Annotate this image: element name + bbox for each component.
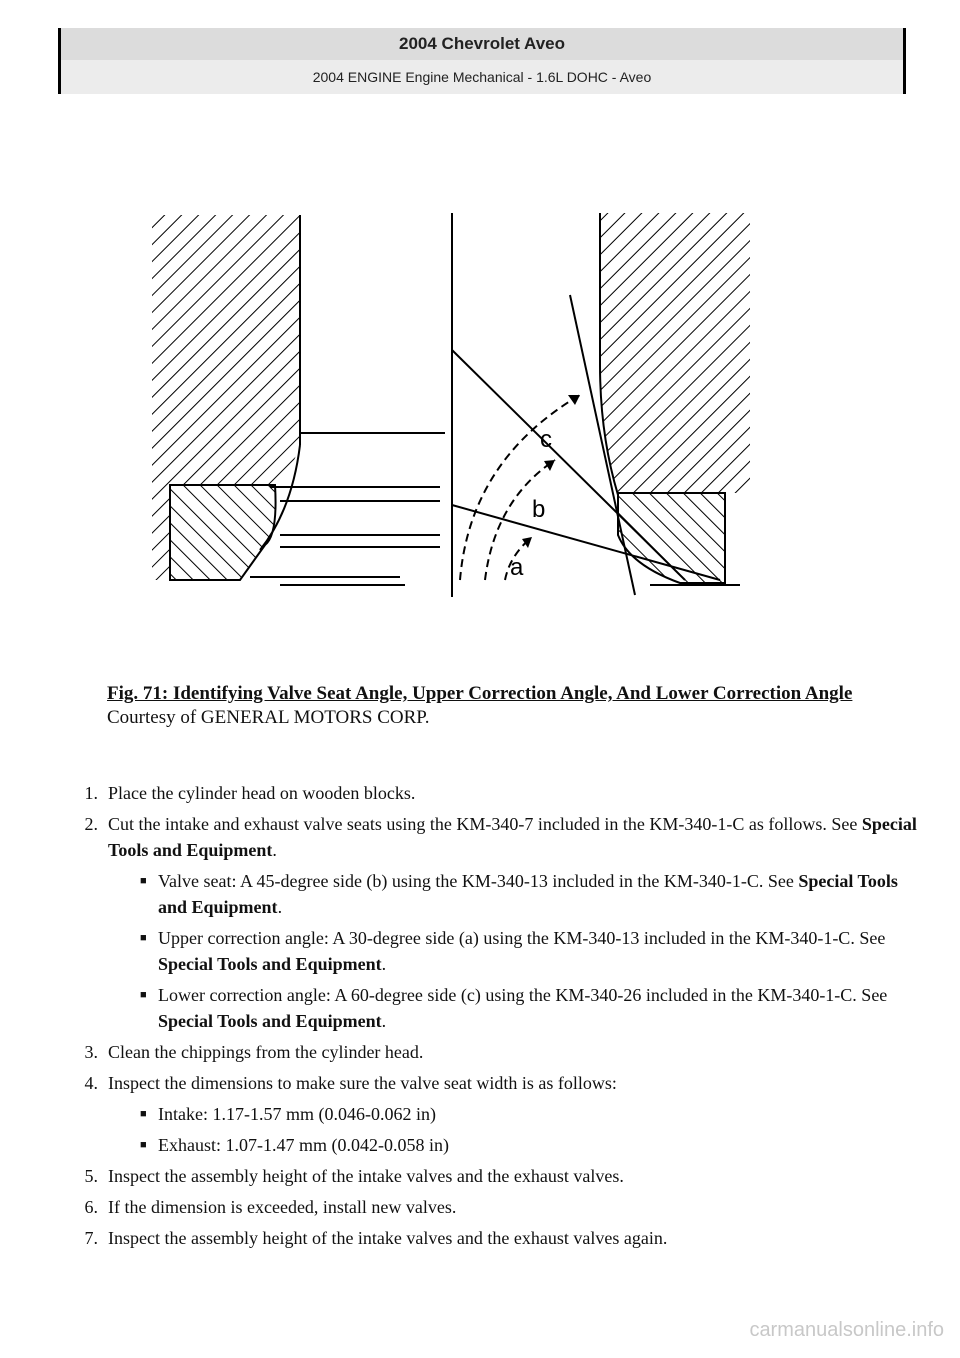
figure-courtesy: Courtesy of GENERAL MOTORS CORP. [107, 707, 430, 728]
step-number: 3. [84, 1042, 98, 1062]
bullet-text-end: . [381, 954, 387, 974]
right-seat-insert [618, 493, 725, 583]
figure-caption [107, 682, 867, 730]
valve-seat-diagram [140, 205, 750, 610]
step-text: Inspect the assembly height of the intake valves and the exhaust valves again. [108, 1228, 668, 1248]
document-header [58, 28, 906, 60]
step-4-bullet-intake [70, 1101, 920, 1127]
document-title: 2004 Chevrolet Aveo [399, 34, 565, 53]
document-subheader [58, 60, 906, 94]
bullet-text: Intake: 1.17-1.57 mm (0.046-0.062 in) [158, 1104, 436, 1124]
bullet-text: Exhaust: 1.07-1.47 mm (0.042-0.058 in) [158, 1135, 449, 1155]
step-text: Clean the chippings from the cylinder head. [108, 1042, 424, 1062]
right-wall-hatch [600, 213, 750, 493]
special-tools-link[interactable]: Special Tools and Equipment [108, 814, 917, 860]
bullet-text: Valve seat: A 45-degree side (b) using the KM-340-13 included in the KM-340-1-C. See [158, 871, 799, 891]
watermark-footer: carmanualsonline.info [749, 1319, 944, 1341]
arrow-c [568, 395, 580, 405]
step-1 [70, 780, 920, 806]
step-2 [70, 811, 920, 863]
bullet-icon: ■ [140, 1139, 147, 1151]
step-text: If the dimension is exceeded, install new valves. [108, 1197, 457, 1217]
bullet-text-end: . [381, 1011, 387, 1031]
step-2-bullet-upper-correction [70, 925, 920, 977]
step-6 [70, 1194, 920, 1220]
step-text: Place the cylinder head on wooden blocks. [108, 783, 416, 803]
step-text: Inspect the dimensions to make sure the valve seat width is as follows: [108, 1073, 617, 1093]
step-7 [70, 1225, 920, 1251]
arrow-a [522, 537, 532, 548]
step-text: Inspect the assembly height of the intake valves and the exhaust valves. [108, 1166, 624, 1186]
step-text-end: . [272, 840, 277, 860]
step-5 [70, 1163, 920, 1189]
label-c: c [540, 426, 552, 453]
step-4 [70, 1070, 920, 1096]
step-number: 4. [84, 1073, 98, 1093]
bullet-icon: ■ [140, 1108, 147, 1120]
step-number: 7. [84, 1228, 98, 1248]
special-tools-link[interactable]: Special Tools and Equipment [158, 954, 382, 974]
angle-arc-c [460, 395, 580, 580]
figure-title: Fig. 71: Identifying Valve Seat Angle, Upper Correction Angle, And Lower Correction Angle [107, 683, 853, 704]
step-2-bullet-lower-correction [70, 982, 920, 1034]
step-number: 6. [84, 1197, 98, 1217]
bullet-icon: ■ [140, 989, 147, 1001]
step-number: 1. [84, 783, 98, 803]
special-tools-link[interactable]: Special Tools and Equipment [158, 871, 898, 917]
bullet-text: Upper correction angle: A 30-degree side (a) using the KM-340-13 included in the KM-340-1-C. See [158, 928, 886, 948]
special-tools-link[interactable]: Special Tools and Equipment [158, 1011, 382, 1031]
procedure-steps [70, 780, 920, 1256]
bullet-text-end: . [277, 897, 283, 917]
step-4-bullet-exhaust [70, 1132, 920, 1158]
bullet-icon: ■ [140, 932, 147, 944]
step-text: Cut the intake and exhaust valve seats using the KM-340-7 included in the KM-340-1-C as follows. See [108, 814, 862, 834]
label-b: b [532, 496, 546, 523]
step-number: 5. [84, 1166, 98, 1186]
document-subtitle: 2004 ENGINE Engine Mechanical - 1.6L DOHC - Aveo [312, 69, 652, 85]
label-a: a [510, 554, 524, 581]
left-seat-insert [170, 485, 276, 580]
step-3 [70, 1039, 920, 1065]
step-number: 2. [84, 814, 98, 834]
bullet-icon: ■ [140, 875, 147, 887]
step-2-bullet-valve-seat [70, 868, 920, 920]
bullet-text: Lower correction angle: A 60-degree side (c) using the KM-340-26 included in the KM-340-1-C. See [158, 985, 888, 1005]
